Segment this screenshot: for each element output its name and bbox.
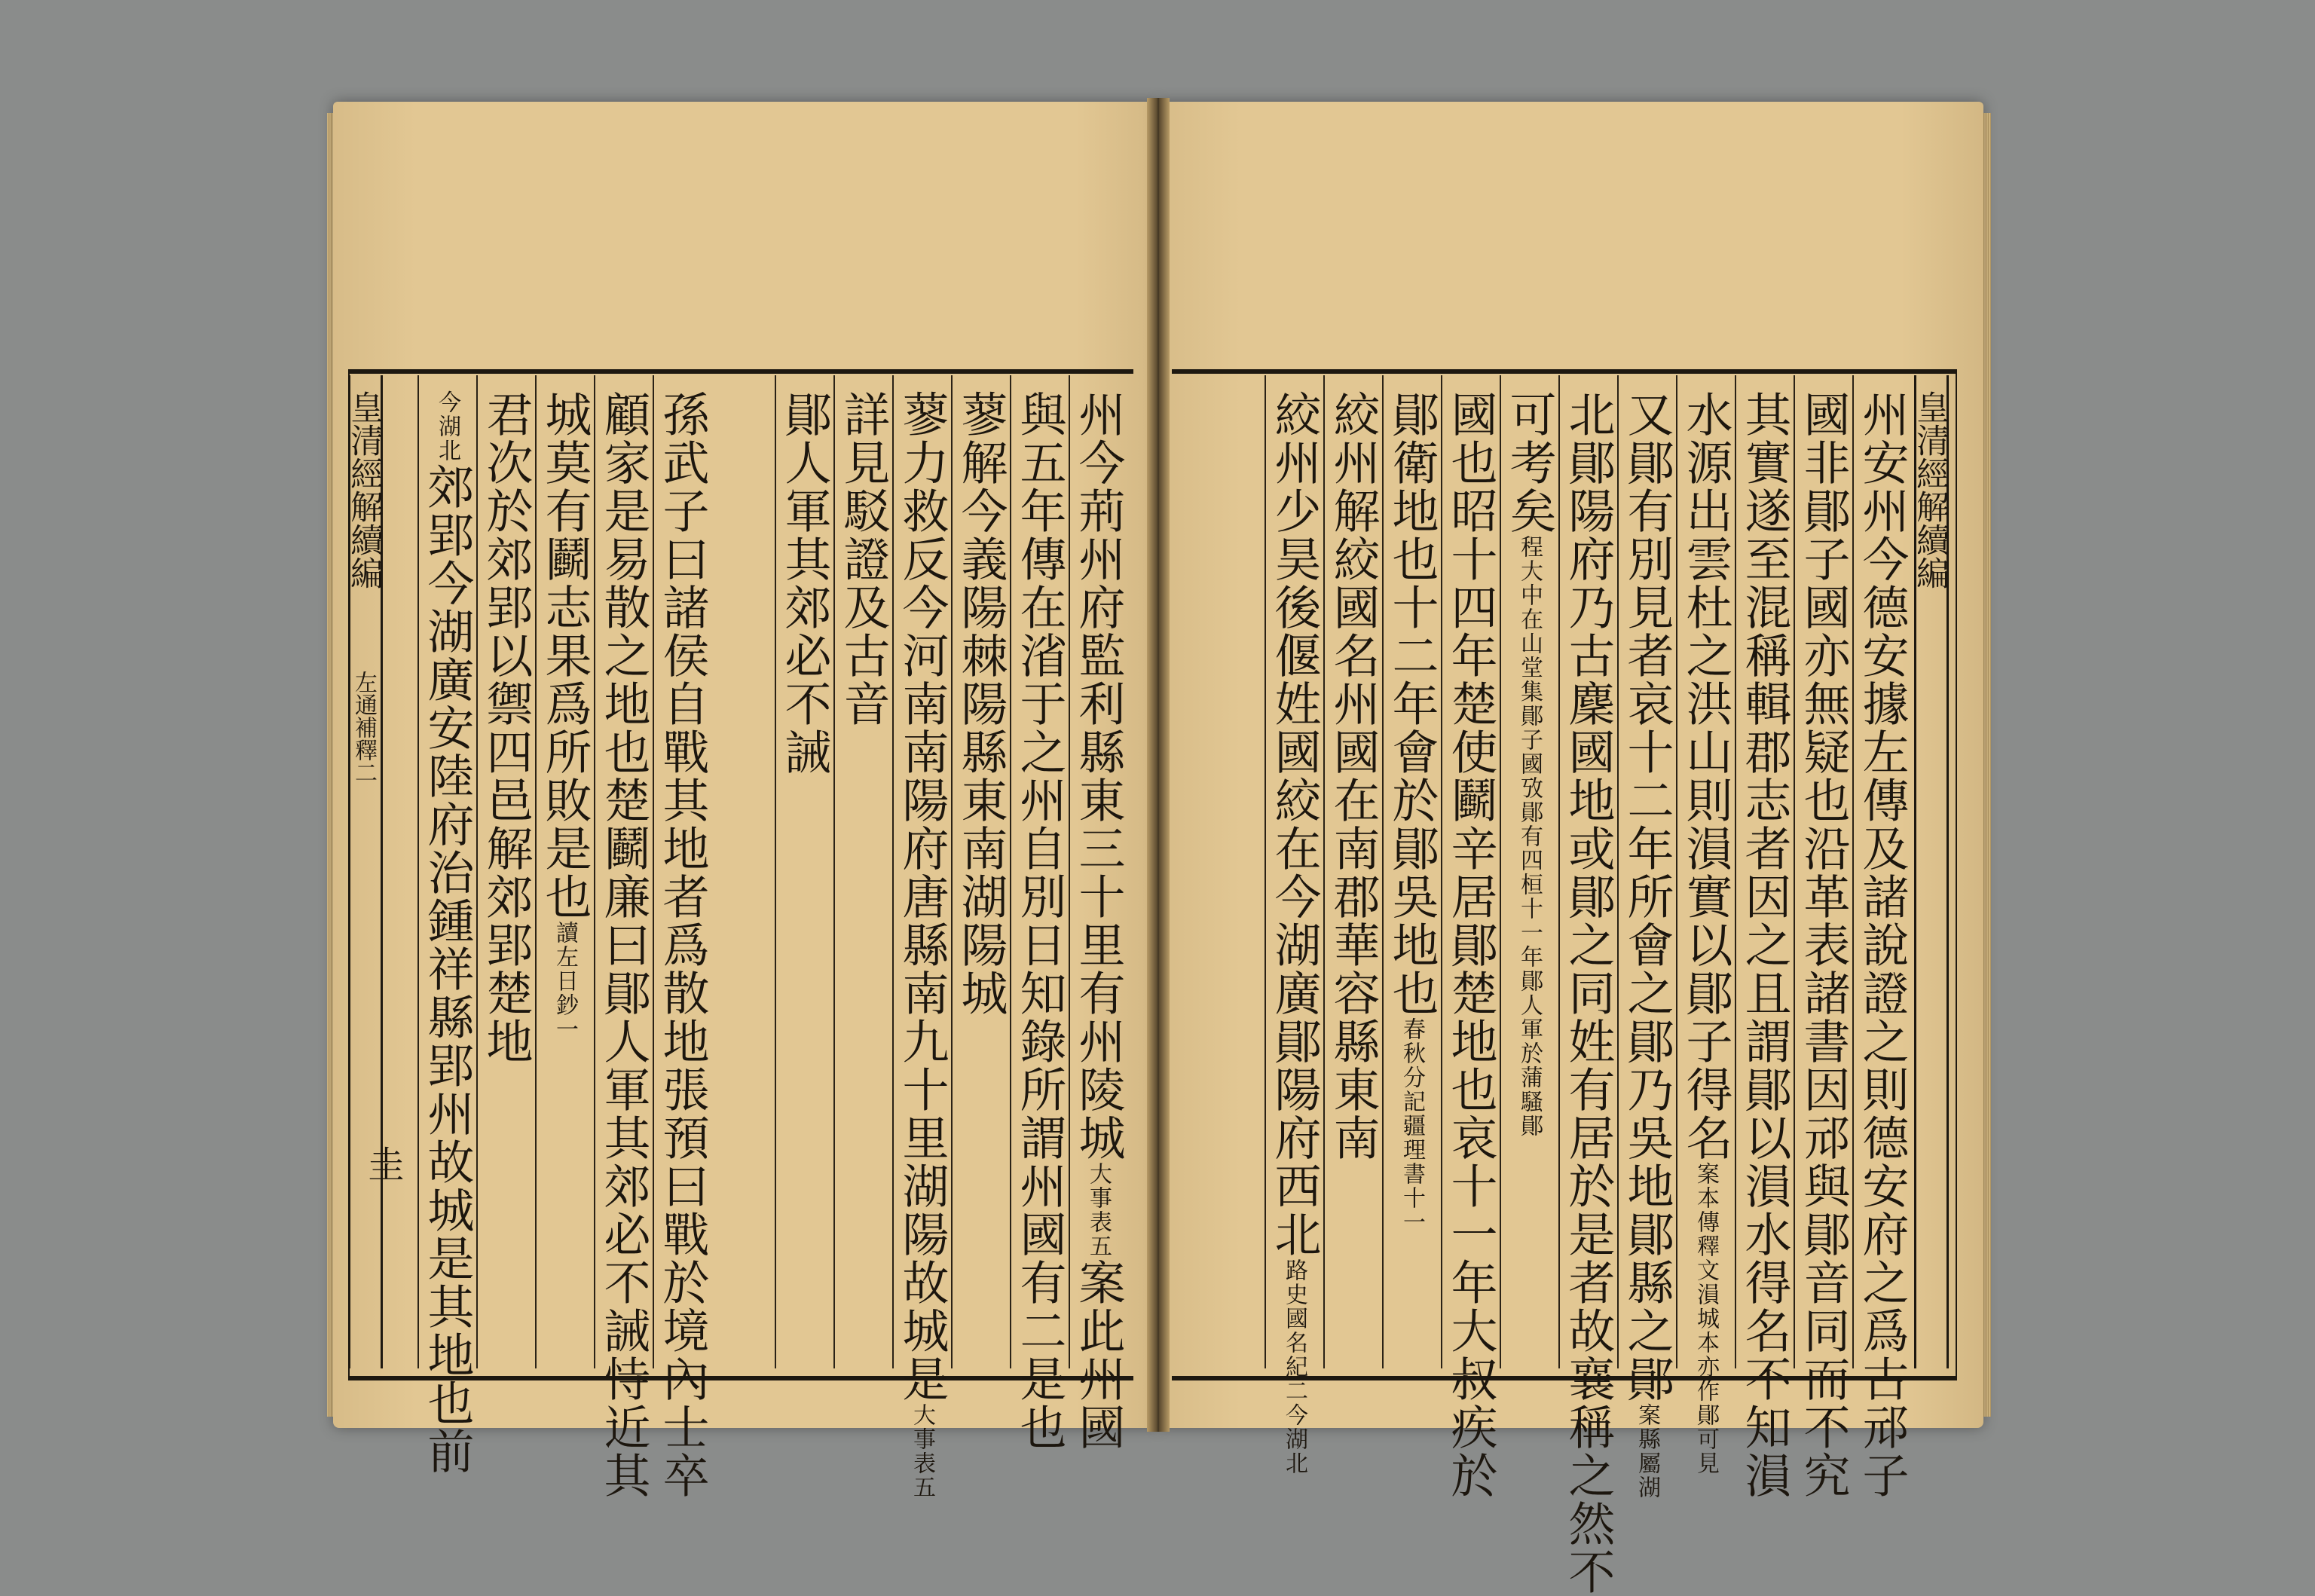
- left-column-1: 州今荊州府監利縣東三十里有州陵城大事表五案此州國: [1069, 375, 1127, 1368]
- left-column-4: 蓼力救反今河南南陽府唐縣南九十里湖陽故城是大事表五: [892, 375, 951, 1368]
- right-column-3: 其實遂至混稱輯郡志者因之且謂鄖以溳水得名不知溳: [1735, 375, 1794, 1368]
- left-column-2: 與五年傳在渻于之州自別日知錄所謂州國有二是也: [1010, 375, 1069, 1368]
- right-column-4: 水源出雲杜之洪山則溳實以鄖子得名案本傳釋文溳城本亦作鄖可見: [1676, 375, 1735, 1368]
- right-column-2: 國非鄖子國亦無疑也沿革表諸書因邧與鄖音同而不究: [1794, 375, 1852, 1368]
- right-column-1: 州安州今德安據左傳及諸說證之則德安府之爲古邧子: [1852, 375, 1911, 1368]
- left-folio-number: 圭: [362, 1145, 404, 1182]
- left-column-11: 今湖北郊郢今湖廣安陸府治鍾祥縣郢州故城是其地也前: [417, 375, 476, 1368]
- right-column-7: 可考矣程大中在山堂集鄖子國攷鄖有四桓十一年鄖人軍於蒲騷鄖: [1500, 375, 1558, 1368]
- book-gutter: [1147, 98, 1170, 1432]
- right-book-title: 皇清經解續編: [1910, 390, 1949, 589]
- left-column-8: 顧家是易散之地也楚鬬廉曰鄖人軍其郊必不誡恃近其: [594, 375, 653, 1368]
- left-column-10: 君次於郊郢以禦四邑解郊郢楚地: [476, 375, 535, 1368]
- left-title-strip: [344, 375, 383, 1368]
- left-column-6: 鄖人軍其郊必不誡: [775, 375, 833, 1368]
- left-book-title: 皇清經解續編: [344, 390, 383, 589]
- left-section-label: 左通補釋二: [350, 671, 377, 784]
- right-column-8: 國也昭十四年楚使鬬辛居鄖楚地也哀十一年大叔疾於: [1441, 375, 1500, 1368]
- left-column-3: 蓼解今義陽棘陽縣東南湖陽城: [951, 375, 1010, 1368]
- left-column-7: 孫武子曰諸侯自戰其地者爲散地張預曰戰於境內士卒: [653, 375, 711, 1368]
- right-title-strip: [1910, 375, 1949, 1368]
- right-column-9: 鄖衛地也十二年會於鄖吳地也春秋分記疆理書十一: [1382, 375, 1441, 1368]
- right-column-10: 絞州解絞國名州國在南郡華容縣東南: [1323, 375, 1382, 1368]
- left-column-9: 城莫有鬬志果爲所敗是也讀左日鈔一: [535, 375, 594, 1368]
- left-column-5: 詳見駁證及古音: [833, 375, 892, 1368]
- right-column-5: 又鄖有別見者哀十二年所會之鄖乃吳地鄖縣之鄖案縣屬湖: [1617, 375, 1676, 1368]
- right-column-11: 絞州少昊後偃姓國絞在今湖廣鄖陽府西北路史國名紀二今湖北: [1265, 375, 1323, 1368]
- right-column-6: 北鄖陽府乃古麇國地或鄖之同姓有居於是者故襄稱之然不: [1558, 375, 1617, 1368]
